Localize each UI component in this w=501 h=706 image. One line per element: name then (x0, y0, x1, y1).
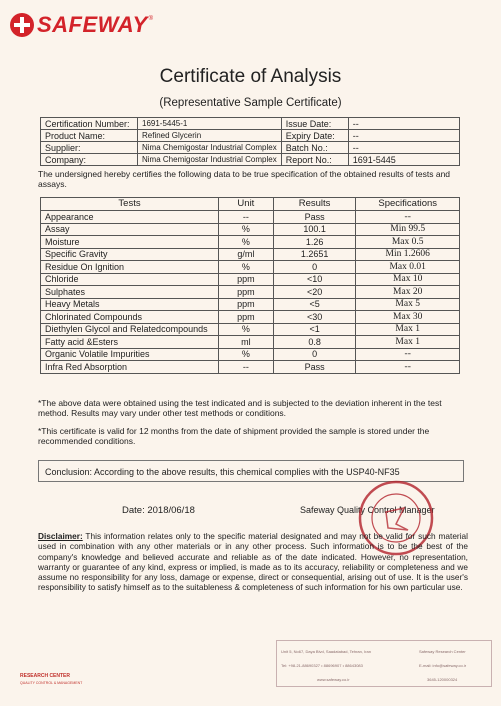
test-result: 1.2651 (273, 248, 356, 261)
results-header-row (41, 198, 460, 211)
test-name: Assay (41, 223, 219, 236)
header-unit: Unit (219, 198, 274, 211)
test-result: <30 (273, 311, 356, 324)
test-result: Pass (273, 361, 356, 374)
results-row (41, 236, 460, 249)
safeway-logo (10, 12, 153, 38)
test-specification: Max 10 (356, 273, 460, 286)
info-row (41, 142, 460, 154)
footer-tel: Tel: +98-21-88690327 • 88696907 • 88643083 (281, 663, 363, 668)
results-table (40, 197, 460, 374)
results-row (41, 261, 460, 274)
info-label: Product Name: (41, 130, 138, 142)
test-unit: % (219, 323, 274, 336)
info-value: 1691-5445-1 (138, 118, 282, 130)
info-row (41, 154, 460, 166)
test-specification: -- (356, 361, 460, 374)
header-results: Results (273, 198, 356, 211)
page-title: Certificate of Analysis (159, 66, 342, 87)
test-specification: Min 99.5 (356, 223, 460, 236)
info-value: Nima Chemigostar Industrial Complex (138, 142, 282, 154)
test-specification: Max 20 (356, 286, 460, 299)
results-row (41, 286, 460, 299)
test-result: Pass (273, 211, 356, 224)
results-row (41, 248, 460, 261)
page-subtitle: (Representative Sample Certificate) (159, 97, 342, 109)
test-name: Chloride (41, 273, 219, 286)
test-result: <1 (273, 323, 356, 336)
footer-center: Safeway Research Center (419, 649, 466, 654)
test-name: Heavy Metals (41, 298, 219, 311)
qc-manager-signature-label: Safeway Quality Control Manager (300, 505, 435, 515)
test-name: Chlorinated Compounds (41, 311, 219, 324)
test-unit: % (219, 236, 274, 249)
test-specification: Max 1 (356, 336, 460, 349)
test-unit: g/ml (219, 248, 274, 261)
trademark: ® (148, 16, 154, 22)
test-specification: Max 30 (356, 311, 460, 324)
footer-web: www.safeway.co.ir (317, 677, 350, 682)
test-name: Residue On Ignition (41, 261, 219, 274)
test-unit: ml (219, 336, 274, 349)
info-value2: 1691-5445 (348, 154, 459, 166)
test-result: 0 (273, 261, 356, 274)
test-result: 0.8 (273, 336, 356, 349)
info-label: Company: (41, 154, 138, 166)
results-row (41, 223, 460, 236)
info-row (41, 118, 460, 130)
info-label: Certification Number: (41, 118, 138, 130)
test-unit: % (219, 223, 274, 236)
test-result: <10 (273, 273, 356, 286)
test-name: Organic Volatile Impurities (41, 348, 219, 361)
test-specification: Max 5 (356, 298, 460, 311)
test-name: Moisture (41, 236, 219, 249)
results-row (41, 323, 460, 336)
test-result: 100.1 (273, 223, 356, 236)
test-unit: % (219, 261, 274, 274)
results-row (41, 273, 460, 286)
info-label2: Report No.: (281, 154, 348, 166)
header-specifications: Specifications (356, 198, 460, 211)
footer-email: E-mail: info@safeway.co.ir (419, 663, 467, 668)
info-label2: Expiry Date: (281, 130, 348, 142)
test-result: <5 (273, 298, 356, 311)
test-unit: % (219, 348, 274, 361)
test-name: Appearance (41, 211, 219, 224)
test-specification: Max 1 (356, 323, 460, 336)
test-specification: Max 0.01 (356, 261, 460, 274)
results-row (41, 361, 460, 374)
results-row (41, 298, 460, 311)
info-value2: -- (348, 130, 459, 142)
test-result: <20 (273, 286, 356, 299)
disclaimer-text (38, 531, 468, 593)
test-specification: Max 0.5 (356, 236, 460, 249)
footer-left-subtitle: QUALITY CONTROL & MANAGEMENT (20, 681, 83, 685)
test-unit: ppm (219, 273, 274, 286)
test-unit: -- (219, 211, 274, 224)
results-row (41, 348, 460, 361)
info-label2: Issue Date: (281, 118, 348, 130)
footer-left-title: RESEARCH CENTER (20, 673, 71, 679)
results-row (41, 311, 460, 324)
results-row (41, 211, 460, 224)
info-value: Refined Glycerin (138, 130, 282, 142)
test-result: 0 (273, 348, 356, 361)
footer-code: 3645-120000324 (427, 677, 458, 682)
test-name: Fatty acid &Esters (41, 336, 219, 349)
info-label: Supplier: (41, 142, 138, 154)
test-name: Sulphates (41, 286, 219, 299)
info-value: Nima Chemigostar Industrial Complex (138, 154, 282, 166)
header-tests: Tests (41, 198, 219, 211)
results-row (41, 336, 460, 349)
test-name: Specific Gravity (41, 248, 219, 261)
info-value2: -- (348, 118, 459, 130)
test-specification: -- (356, 348, 460, 361)
footer-contact-box (276, 640, 492, 687)
note-validity: *This certificate is valid for 12 months from the date of shipment provided the sample is stored under the recommended conditions. (38, 426, 430, 446)
brand-name: SAFEWAY (37, 12, 148, 37)
conclusion-box: Conclusion: According to the above results, this chemical complies with the USP40-NF35 (38, 460, 464, 482)
disclaimer-label: Disclaimer: (38, 531, 83, 541)
test-unit: ppm (219, 311, 274, 324)
test-unit: ppm (219, 286, 274, 299)
test-specification: -- (356, 211, 460, 224)
disclaimer-body: This information relates only to the specific material designated and may not be valid for such material used in combination with any other materials or in any other process. Such information is to be the best of the company's knowledge and believed accurate and reliable as of the date indicated. However, no representation, warranty or guarantee of any kind, express or implied, is made as to its accuracy, reliability or completeness and we assume no responsibility for any loss, damage or expense, direct or consequential, arising out of use. It is the user's responsibility to satisfy himself as to the suitableness & completeness of such information for his own particular use. (38, 531, 468, 593)
info-row (41, 130, 460, 142)
test-unit: -- (219, 361, 274, 374)
note-test-method: *The above data were obtained using the test indicated and is subjected to the deviation inherent in the test method. Results may vary under other test methods or conditions. (38, 398, 442, 418)
test-unit: ppm (219, 298, 274, 311)
issue-date: Date: 2018/06/18 (122, 505, 195, 516)
test-name: Diethylen Glycol and Relatedcompounds (41, 323, 219, 336)
test-result: 1.26 (273, 236, 356, 249)
certificate-info-table (40, 117, 460, 166)
footer-address: Unit 5, No67, Daya Blvd, Saadatabad, Tehran, Iran (281, 649, 371, 654)
intro-text: The undersigned hereby certifies the following data to be true specification of the obtained results of tests and assays. (38, 169, 451, 189)
test-specification: Min 1.2606 (356, 248, 460, 261)
info-label2: Batch No.: (281, 142, 348, 154)
test-name: Infra Red Absorption (41, 361, 219, 374)
cross-icon (10, 13, 34, 37)
info-value2: -- (348, 142, 459, 154)
